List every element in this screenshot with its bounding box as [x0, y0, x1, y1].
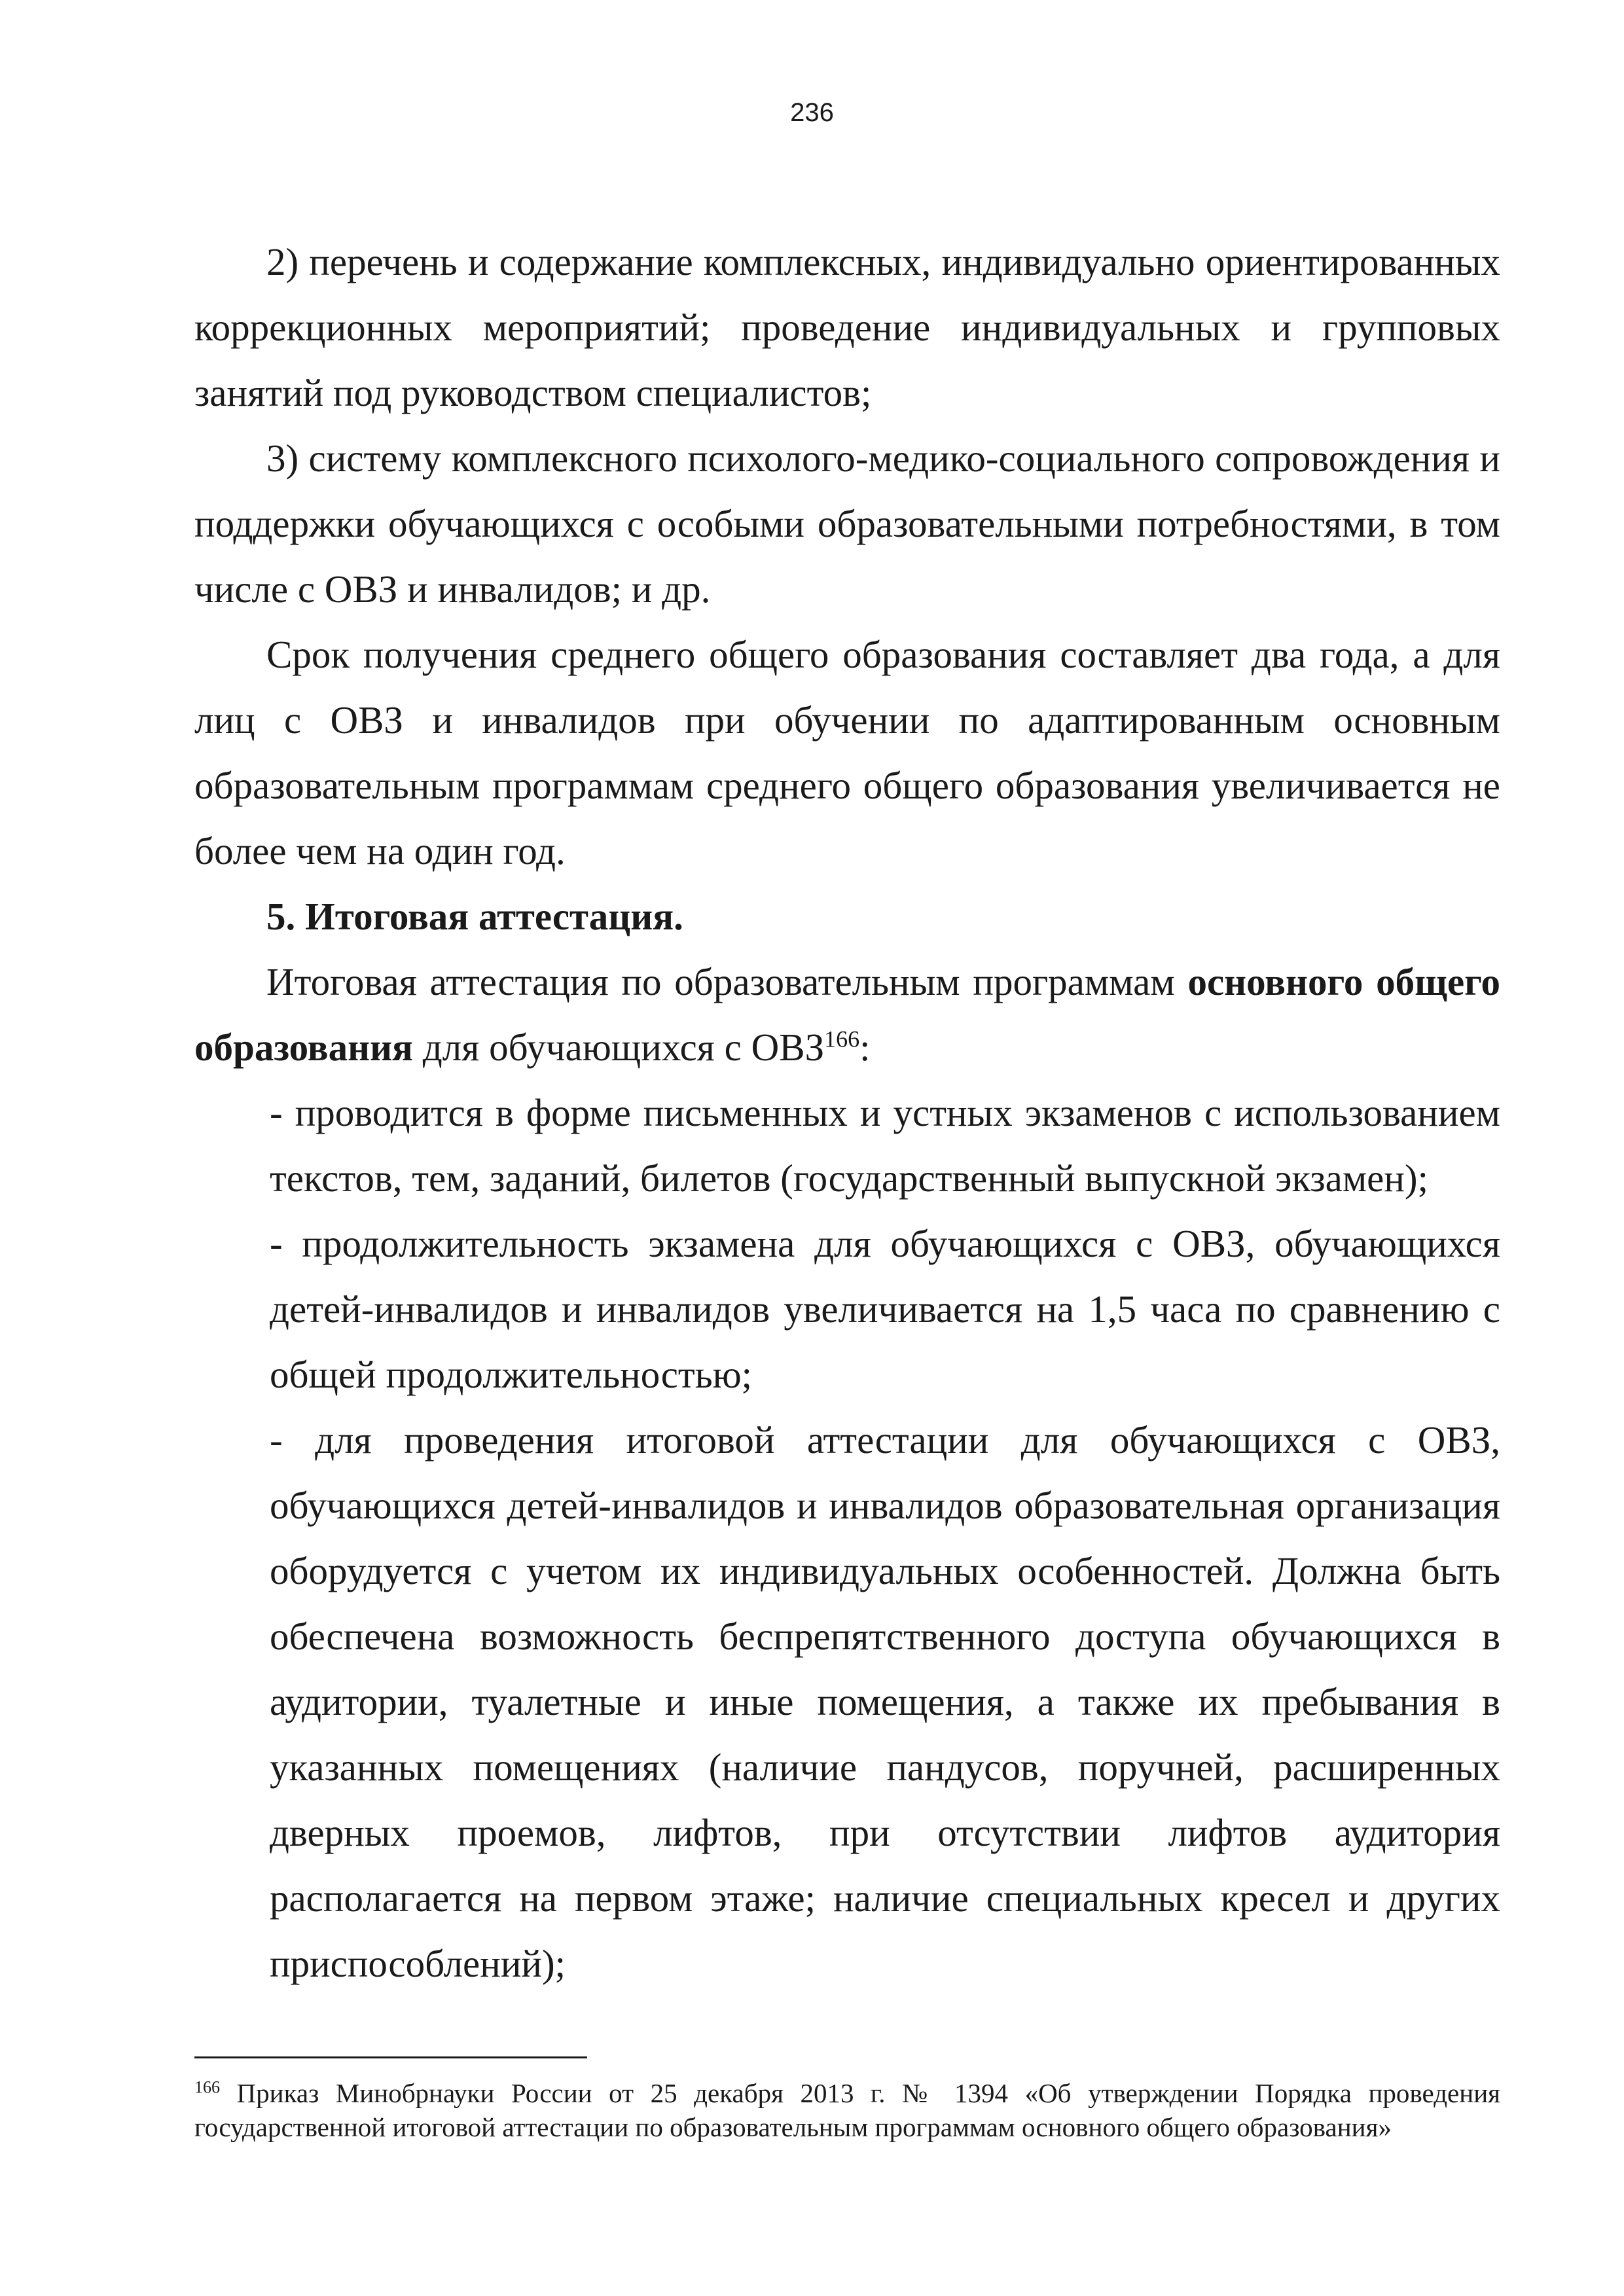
section-heading: 5. Итоговая аттестация.	[266, 895, 683, 938]
paragraph-item-2: 2) перечень и содержание комплексных, индивидуально ориентированных коррекционных мероприятий; проведение индивидуальных и групповых занятий под руководством специалистов;	[194, 240, 1500, 414]
footnote-number: 166	[194, 2077, 220, 2097]
paragraph-text-start: Итоговая аттестация по образовательным программам	[266, 960, 1188, 1003]
paragraph-bold-text: основного общего образования	[194, 960, 1500, 1069]
paragraph-text-end: для обучающихся с ОВЗ	[412, 1026, 825, 1069]
footnote-reference: 166	[824, 1026, 860, 1052]
bullet-item-accessibility: - для проведения итоговой аттестации для обучающихся с ОВЗ, обучающихся детей-инвалидов и инвалидов образовательная организация оборудуется с учетом их индивидуальных особенностей. Должна быть обеспечена возможность беспрепятственного доступа обучающихся в аудитории, туалетные и иные помещения, а также их пребывания в указанных помещениях (наличие пандусов, поручней, расширенных дверных проемов, лифтов, при отсутствии лифтов аудитория располагается на первом этаже; наличие специальных кресел и других приспособлений);	[270, 1418, 1500, 1985]
paragraph-item-3: 3) систему комплексного психолого-медико-социального сопровождения и поддержки обучающихся с особыми образовательными потребностями, в том числе с ОВЗ и инвалидов; и др.	[194, 437, 1500, 611]
bullet-item-exam-form: - проводится в форме письменных и устных экзаменов с использованием текстов, тем, заданий, билетов (государственный выпускной экзамен);	[270, 1091, 1500, 1200]
footnote-separator	[194, 2056, 587, 2058]
main-text	[194, 229, 1500, 1996]
paragraph-colon: :	[859, 1026, 871, 1069]
page-number: 236	[790, 98, 834, 127]
paragraph-study-period: Срок получения среднего общего образования составляет два года, а для лиц с ОВЗ и инвалидов при обучении по адаптированным основным образовательным программам среднего общего образования увеличивается не более чем на один год.	[194, 633, 1500, 872]
footnote-text: Приказ Минобрнауки России от 25 декабря 2013 г. № 1394 «Об утверждении Порядка проведения государственной итоговой аттестации по образовательным программам основного общего образования»	[194, 2078, 1500, 2142]
bullet-item-exam-duration: - продолжительность экзамена для обучающихся с ОВЗ, обучающихся детей-инвалидов и инвалидов увеличивается на 1,5 часа по сравнению с общей продолжительностью;	[270, 1222, 1500, 1396]
paragraph-final-attestation	[194, 949, 1500, 1080]
footnote	[194, 2076, 1500, 2144]
